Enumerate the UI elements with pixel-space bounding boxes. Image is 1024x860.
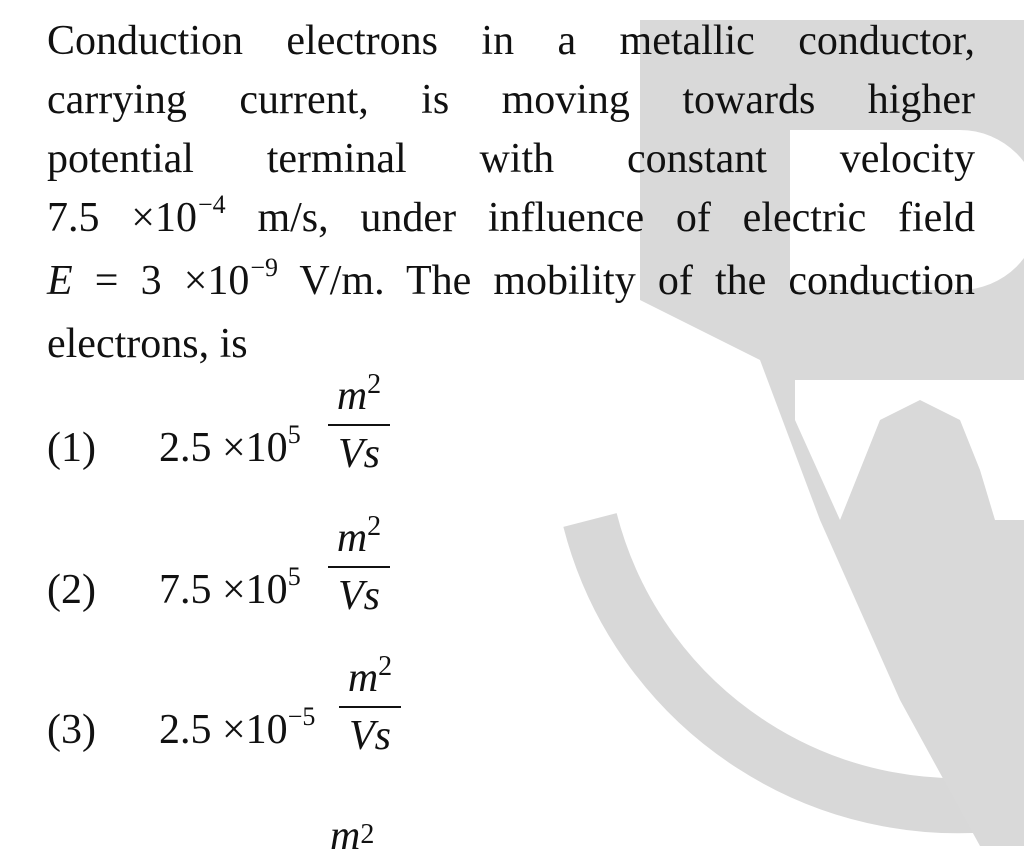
option-coefficient: 7.5 ×10	[159, 567, 288, 613]
fraction-bar	[328, 424, 390, 426]
option-number: (1)	[47, 425, 96, 471]
field-value: = 3 ×10	[72, 258, 250, 304]
fraction-numerator-power: 2	[367, 369, 382, 400]
option-exponent: −5	[287, 702, 316, 731]
option-exponent: 5	[287, 420, 301, 449]
option-4-partial	[330, 812, 374, 860]
field-unit-text: V/m. The mobility of the conduction	[278, 258, 975, 304]
question-text	[47, 12, 975, 374]
question-line: carrying current, is moving towards higher	[47, 77, 975, 123]
velocity-exponent: −4	[197, 190, 226, 219]
question-line-field	[47, 252, 975, 315]
fraction-numerator-power: 2	[360, 819, 375, 850]
option-coefficient: 2.5 ×10	[159, 425, 288, 471]
option-coefficient: 2.5 ×10	[159, 707, 288, 753]
option-number: (2)	[47, 567, 96, 613]
fraction-numerator: m	[336, 373, 368, 419]
fraction-bar	[328, 566, 390, 568]
question-line: potential terminal with constant velocity	[47, 136, 975, 182]
unit-fraction	[328, 512, 390, 620]
option-1[interactable]	[47, 369, 647, 518]
velocity-value: 7.5 ×10	[47, 195, 197, 241]
question-line: electrons, is	[47, 321, 248, 367]
question-line-velocity	[47, 189, 975, 252]
fraction-numerator: m	[336, 515, 368, 561]
question-line: Conduction electrons in a metallic conductor,	[47, 18, 975, 64]
option-exponent: 5	[287, 562, 301, 591]
field-exponent: −9	[250, 253, 279, 282]
field-symbol: E	[47, 258, 73, 304]
option-number: (3)	[47, 707, 96, 753]
fraction-bar	[339, 706, 401, 708]
fraction-numerator: m	[347, 655, 379, 701]
fraction-numerator-power: 2	[367, 511, 382, 542]
option-expression	[159, 420, 301, 472]
fraction-numerator: m	[330, 813, 361, 859]
fraction-denominator: Vs	[349, 713, 391, 759]
option-expression	[159, 702, 316, 754]
fraction-denominator: Vs	[338, 573, 380, 619]
unit-fraction	[339, 652, 401, 760]
option-3[interactable]	[47, 651, 647, 800]
option-expression	[159, 562, 301, 614]
fraction-numerator-power: 2	[378, 651, 393, 682]
fraction-denominator: Vs	[338, 431, 380, 477]
unit-fraction	[328, 370, 390, 478]
velocity-unit-text: m/s, under influence of electric field	[225, 195, 975, 241]
option-2[interactable]	[47, 511, 647, 660]
